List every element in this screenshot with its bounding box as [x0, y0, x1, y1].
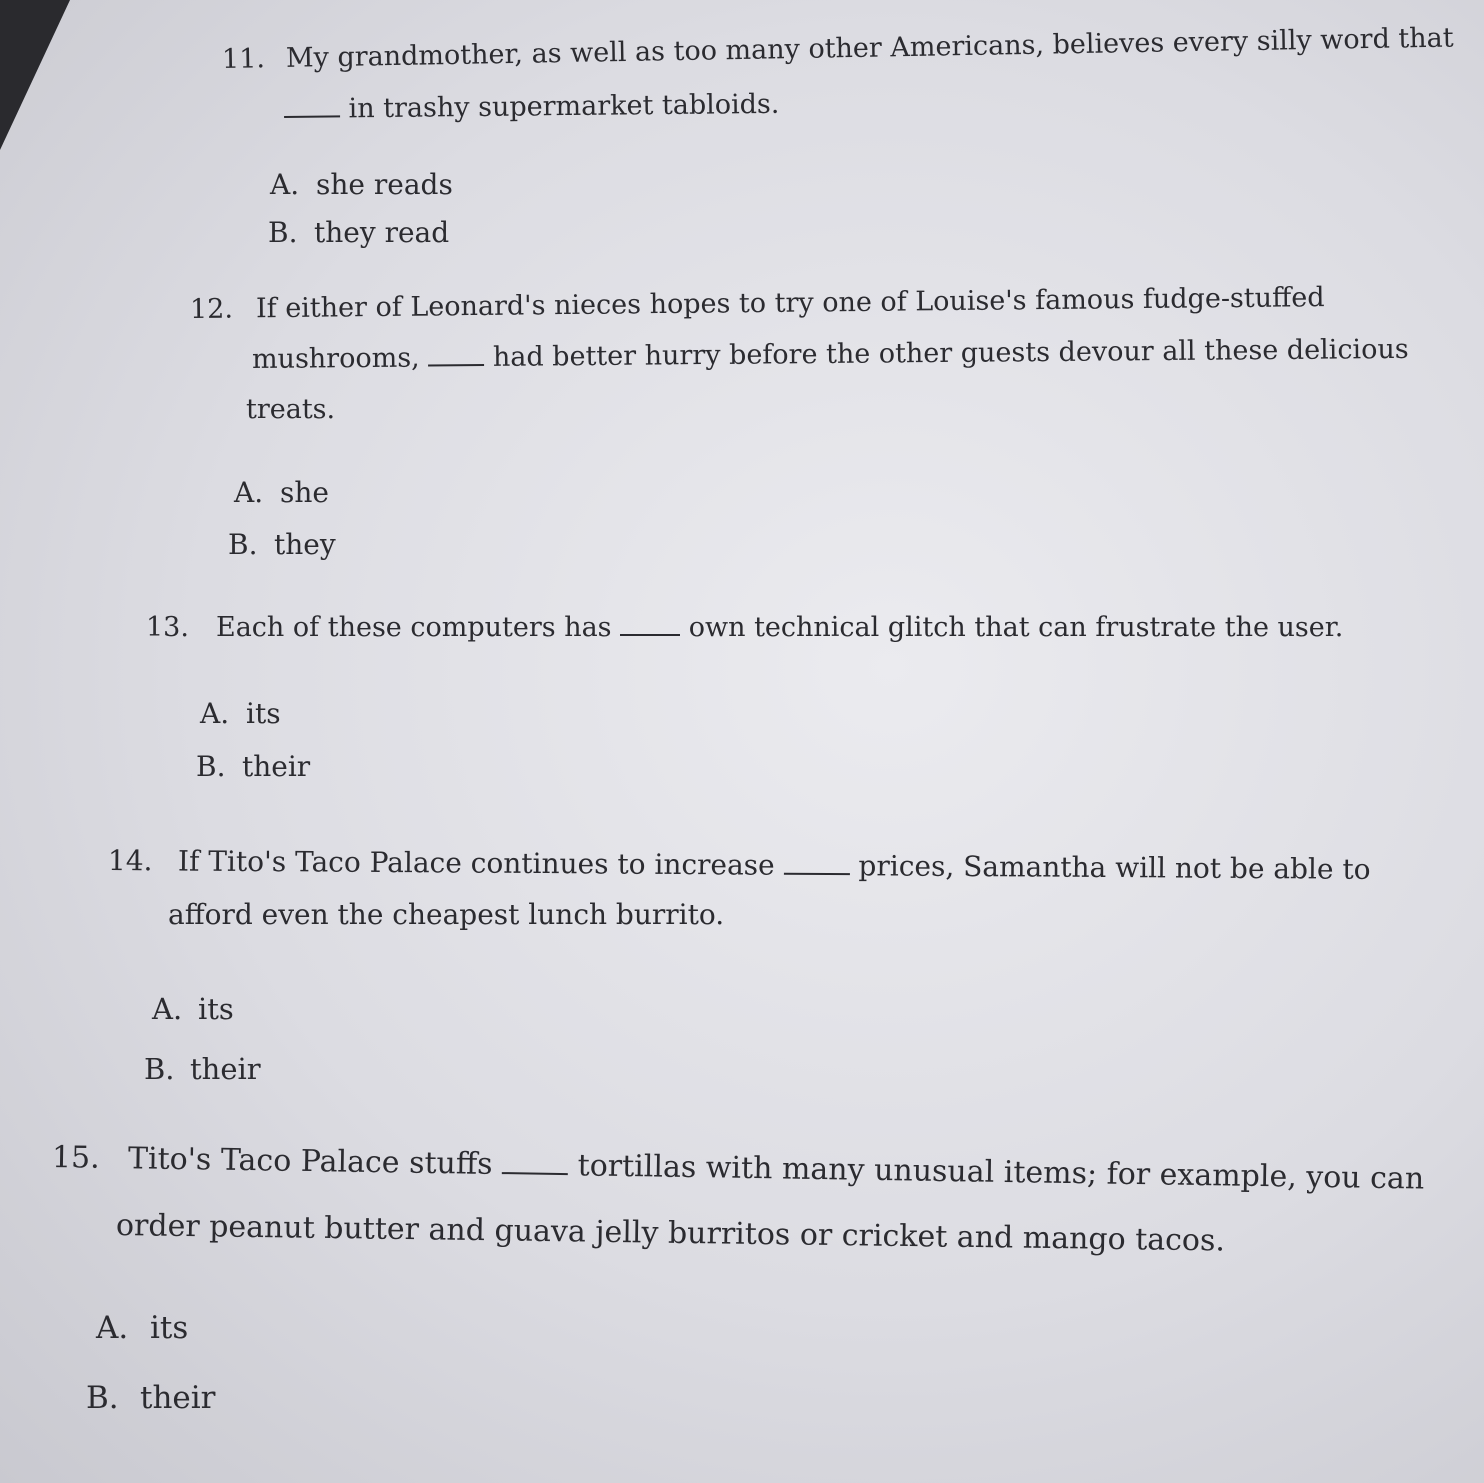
option-text: their	[190, 1052, 261, 1086]
question-text: own technical glitch that can frustrate the user.	[688, 612, 1344, 643]
answer-blank	[284, 95, 340, 118]
option-letter: B.	[144, 1052, 175, 1086]
question-11-line-2	[284, 89, 780, 125]
answer-blank	[784, 853, 850, 875]
question-12-line-1	[190, 282, 1325, 325]
question-text: If Tito's Taco Palace continues to increase	[177, 844, 775, 882]
option-a[interactable]	[270, 168, 453, 201]
question-text: order peanut butter and guava jelly burritos or cricket and mango tacos.	[115, 1208, 1226, 1259]
option-text: their	[140, 1380, 216, 1416]
option-b[interactable]	[196, 750, 310, 783]
question-text: mushrooms,	[251, 342, 420, 375]
question-15-line-2	[116, 1208, 1225, 1258]
question-number: 15.	[51, 1140, 100, 1176]
option-a[interactable]	[234, 476, 329, 509]
question-14-line-2	[168, 898, 724, 931]
option-letter: B.	[228, 528, 258, 561]
question-number: 11.	[221, 43, 266, 75]
question-12-line-2	[252, 334, 1409, 375]
question-12-line-3	[246, 394, 335, 425]
question-13-line-1	[146, 612, 1343, 643]
option-a[interactable]	[200, 697, 281, 730]
question-14-line-1	[108, 844, 1371, 886]
question-number: 13.	[146, 612, 189, 643]
option-b[interactable]	[144, 1052, 261, 1086]
option-letter: B.	[268, 216, 298, 249]
option-b[interactable]	[86, 1380, 216, 1416]
question-text: treats.	[246, 394, 336, 425]
answer-blank	[502, 1152, 568, 1175]
option-text: they read	[314, 216, 450, 249]
question-15-line-1	[52, 1140, 1425, 1197]
option-text: its	[150, 1310, 189, 1346]
question-11-line-1	[222, 23, 1454, 75]
option-b[interactable]	[268, 216, 449, 249]
question-text: If either of Leonard's nieces hopes to try one of Louise's famous fudge-stuffed	[255, 282, 1325, 325]
option-text: they	[274, 528, 336, 561]
option-b[interactable]	[228, 528, 336, 561]
option-text: she	[280, 476, 329, 509]
question-text: My grandmother, as well as too many other Americans, believes every silly word that	[285, 22, 1454, 74]
question-text: prices, Samantha will not be able to	[858, 849, 1371, 886]
option-text: its	[198, 992, 234, 1026]
option-letter: B.	[196, 750, 226, 783]
option-letter: B.	[86, 1380, 119, 1416]
question-number: 14.	[107, 844, 153, 878]
option-text: their	[242, 750, 311, 783]
option-text: its	[246, 697, 281, 730]
dark-corner-shadow	[0, 0, 70, 150]
question-text: afford even the cheapest lunch burrito.	[168, 898, 725, 931]
question-text: in trashy supermarket tabloids.	[348, 88, 780, 125]
option-letter: A.	[200, 697, 230, 730]
option-letter: A.	[270, 168, 300, 201]
answer-blank	[620, 614, 680, 636]
question-number: 12.	[189, 293, 234, 325]
option-letter: A.	[152, 992, 183, 1026]
question-text: had better hurry before the other guests devour all these delicious	[492, 333, 1409, 373]
option-a[interactable]	[152, 992, 234, 1026]
answer-blank	[428, 344, 484, 366]
option-text: she reads	[316, 168, 453, 201]
question-text: Tito's Taco Palace stuffs	[127, 1141, 493, 1182]
question-text: tortillas with many unusual items; for example, you can	[577, 1148, 1425, 1197]
option-letter: A.	[234, 476, 264, 509]
option-a[interactable]	[96, 1310, 188, 1346]
option-letter: A.	[96, 1310, 129, 1346]
question-text: Each of these computers has	[216, 612, 612, 643]
